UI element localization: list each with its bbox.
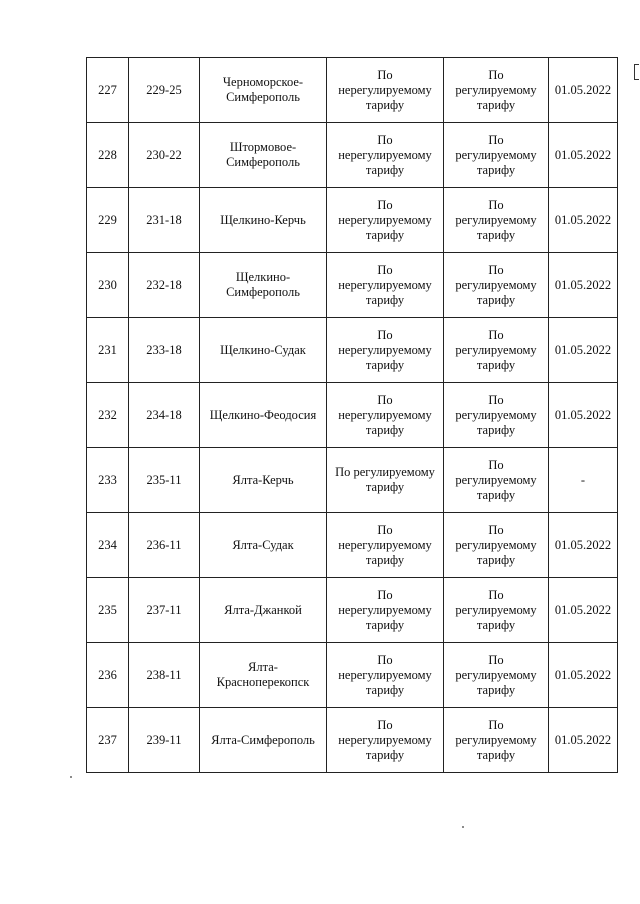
tariff-current-cell <box>327 448 444 513</box>
tariff-new-cell-text: По регулируемому тарифу <box>455 717 537 762</box>
route-code-cell-text: 238-11 <box>146 667 182 682</box>
route-code-cell-text: 236-11 <box>146 537 182 552</box>
route-name-cell-text: Щелкино-Симферополь <box>226 270 300 299</box>
row-number-cell <box>87 253 129 318</box>
route-name-cell-text: Щелкино-Судак <box>220 342 306 357</box>
effective-date-cell-text: - <box>580 472 586 487</box>
row-number-cell <box>87 448 129 513</box>
route-name-cell <box>200 188 327 253</box>
scan-speck <box>70 776 72 778</box>
tariff-current-cell <box>327 708 444 773</box>
route-code-cell <box>129 123 200 188</box>
row-number-cell <box>87 188 129 253</box>
table-row <box>87 253 618 318</box>
tariff-current-cell <box>327 318 444 383</box>
tariff-current-cell <box>327 123 444 188</box>
route-name-cell-text: Черноморское-Симферополь <box>222 75 304 104</box>
route-code-cell <box>129 578 200 643</box>
route-name-cell <box>200 448 327 513</box>
effective-date-cell-text: 01.05.2022 <box>554 342 612 357</box>
row-number-cell <box>87 383 129 448</box>
route-code-cell <box>129 708 200 773</box>
route-name-cell-text: Ялта-Красноперекопск <box>216 660 310 689</box>
effective-date-cell <box>549 188 618 253</box>
row-number-cell-text: 233 <box>98 472 117 487</box>
tariff-new-cell-text: По регулируемому тарифу <box>455 587 537 632</box>
row-number-cell <box>87 643 129 708</box>
row-number-cell-text: 232 <box>98 407 117 422</box>
route-name-cell <box>200 383 327 448</box>
effective-date-cell-text: 01.05.2022 <box>554 407 612 422</box>
table-row <box>87 513 618 578</box>
table-row <box>87 188 618 253</box>
row-number-cell-text: 234 <box>98 537 117 552</box>
row-number-cell-text: 228 <box>98 147 117 162</box>
tariff-current-cell-text: По нерегулируемому тарифу <box>338 522 432 567</box>
effective-date-cell <box>549 513 618 578</box>
route-name-cell <box>200 708 327 773</box>
effective-date-cell-text: 01.05.2022 <box>554 732 612 747</box>
row-number-cell-text: 236 <box>98 667 117 682</box>
tariff-current-cell-text: По нерегулируемому тарифу <box>338 327 432 372</box>
tariff-new-cell-text: По регулируемому тарифу <box>455 457 537 502</box>
tariff-new-cell-text: По регулируемому тарифу <box>455 652 537 697</box>
tariff-new-cell <box>444 318 549 383</box>
effective-date-cell-text: 01.05.2022 <box>554 537 612 552</box>
route-code-cell <box>129 253 200 318</box>
tariff-current-cell <box>327 383 444 448</box>
routes-table-body <box>87 58 618 773</box>
route-name-cell <box>200 513 327 578</box>
tariff-new-cell <box>444 188 549 253</box>
effective-date-cell-text: 01.05.2022 <box>554 147 612 162</box>
tariff-new-cell <box>444 643 549 708</box>
effective-date-cell <box>549 123 618 188</box>
effective-date-cell <box>549 708 618 773</box>
route-name-cell-text: Ялта-Судак <box>232 537 294 552</box>
effective-date-cell <box>549 58 618 123</box>
tariff-current-cell-text: По нерегулируемому тарифу <box>338 717 432 762</box>
route-code-cell-text: 237-11 <box>146 602 182 617</box>
route-name-cell <box>200 58 327 123</box>
row-number-cell-text: 227 <box>98 82 117 97</box>
tariff-current-cell-text: По нерегулируемому тарифу <box>338 392 432 437</box>
table-row <box>87 643 618 708</box>
effective-date-cell-text: 01.05.2022 <box>554 602 612 617</box>
row-number-cell <box>87 708 129 773</box>
effective-date-cell <box>549 383 618 448</box>
table-row <box>87 123 618 188</box>
route-name-cell-text: Ялта-Керчь <box>232 472 294 487</box>
tariff-new-cell <box>444 58 549 123</box>
tariff-current-cell-text: По нерегулируемому тарифу <box>338 197 432 242</box>
tariff-current-cell-text: По нерегулируемому тарифу <box>338 587 432 632</box>
route-code-cell-text: 231-18 <box>146 212 182 227</box>
table-row <box>87 708 618 773</box>
tariff-new-cell <box>444 513 549 578</box>
tariff-current-cell <box>327 513 444 578</box>
route-name-cell-text: Ялта-Джанкой <box>224 602 302 617</box>
tariff-new-cell <box>444 253 549 318</box>
row-number-cell <box>87 513 129 578</box>
tariff-new-cell <box>444 578 549 643</box>
tariff-current-cell-text: По нерегулируемому тарифу <box>338 132 432 177</box>
effective-date-cell <box>549 318 618 383</box>
tariff-new-cell-text: По регулируемому тарифу <box>455 327 537 372</box>
tariff-current-cell <box>327 643 444 708</box>
row-number-cell-text: 231 <box>98 342 117 357</box>
tariff-new-cell-text: По регулируемому тарифу <box>455 197 537 242</box>
effective-date-cell <box>549 253 618 318</box>
tariff-current-cell-text: По нерегулируемому тарифу <box>338 262 432 307</box>
route-code-cell <box>129 58 200 123</box>
tariff-new-cell-text: По регулируемому тарифу <box>455 522 537 567</box>
row-number-cell <box>87 58 129 123</box>
route-name-cell <box>200 318 327 383</box>
effective-date-cell-text: 01.05.2022 <box>554 667 612 682</box>
row-number-cell-text: 235 <box>98 602 117 617</box>
row-number-cell <box>87 123 129 188</box>
tariff-current-cell-text: По регулируемому тарифу <box>335 465 435 494</box>
route-code-cell <box>129 318 200 383</box>
routes-table <box>86 57 618 773</box>
tariff-new-cell <box>444 383 549 448</box>
route-code-cell <box>129 643 200 708</box>
tariff-new-cell <box>444 448 549 513</box>
tariff-current-cell <box>327 188 444 253</box>
row-number-cell <box>87 318 129 383</box>
table-row <box>87 448 618 513</box>
table-row <box>87 578 618 643</box>
effective-date-cell-text: 01.05.2022 <box>554 82 612 97</box>
page-edge-mark <box>634 64 639 80</box>
route-name-cell <box>200 253 327 318</box>
tariff-current-cell <box>327 253 444 318</box>
tariff-new-cell <box>444 708 549 773</box>
table-row <box>87 58 618 123</box>
route-code-cell-text: 230-22 <box>146 147 182 162</box>
route-code-cell <box>129 513 200 578</box>
effective-date-cell <box>549 643 618 708</box>
tariff-new-cell-text: По регулируемому тарифу <box>455 67 537 112</box>
tariff-current-cell-text: По нерегулируемому тарифу <box>338 67 432 112</box>
route-code-cell <box>129 383 200 448</box>
tariff-new-cell <box>444 123 549 188</box>
route-code-cell-text: 232-18 <box>146 277 182 292</box>
table-row <box>87 383 618 448</box>
route-name-cell-text: Ялта-Симферополь <box>211 732 315 747</box>
row-number-cell-text: 230 <box>98 277 117 292</box>
tariff-current-cell-text: По нерегулируемому тарифу <box>338 652 432 697</box>
route-code-cell <box>129 188 200 253</box>
route-name-cell <box>200 578 327 643</box>
route-code-cell <box>129 448 200 513</box>
tariff-new-cell-text: По регулируемому тарифу <box>455 392 537 437</box>
tariff-current-cell <box>327 58 444 123</box>
route-code-cell-text: 234-18 <box>146 407 182 422</box>
table-row <box>87 318 618 383</box>
tariff-new-cell-text: По регулируемому тарифу <box>455 262 537 307</box>
route-name-cell-text: Щелкино-Феодосия <box>209 407 317 422</box>
row-number-cell-text: 237 <box>98 732 117 747</box>
route-name-cell <box>200 643 327 708</box>
effective-date-cell <box>549 578 618 643</box>
route-code-cell-text: 235-11 <box>146 472 182 487</box>
route-name-cell-text: Штормовое-Симферополь <box>226 140 300 169</box>
row-number-cell <box>87 578 129 643</box>
effective-date-cell-text: 01.05.2022 <box>554 212 612 227</box>
route-name-cell-text: Щелкино-Керчь <box>220 212 306 227</box>
route-code-cell-text: 239-11 <box>146 732 182 747</box>
row-number-cell-text: 229 <box>98 212 117 227</box>
tariff-new-cell-text: По регулируемому тарифу <box>455 132 537 177</box>
effective-date-cell <box>549 448 618 513</box>
route-code-cell-text: 229-25 <box>146 82 182 97</box>
effective-date-cell-text: 01.05.2022 <box>554 277 612 292</box>
tariff-current-cell <box>327 578 444 643</box>
route-code-cell-text: 233-18 <box>146 342 182 357</box>
scan-speck <box>462 826 464 828</box>
route-name-cell <box>200 123 327 188</box>
